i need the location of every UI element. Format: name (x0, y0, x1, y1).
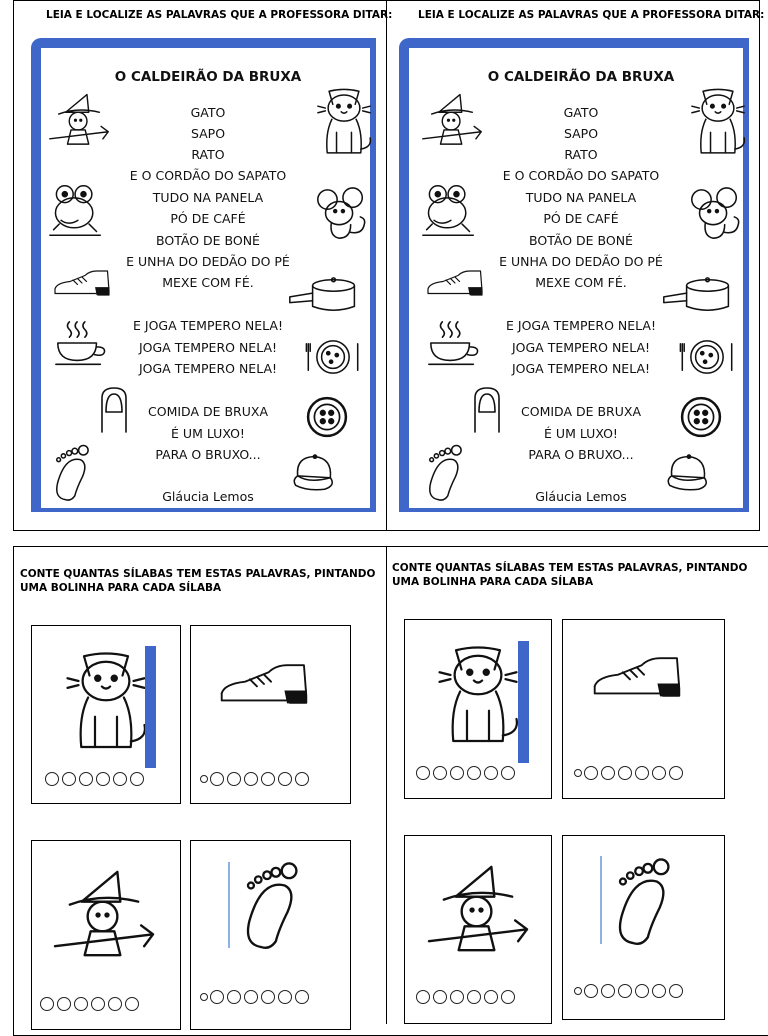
syllable-instruction-left: CONTE QUANTAS SÍLABAS TEM ESTAS PALAVRAS, PINTANDO UMA BOLINHA PARA CADA SÍLABA (20, 568, 376, 594)
poem-line: RATO (564, 147, 598, 162)
shoe-icon (590, 648, 684, 706)
syllable-circles[interactable] (416, 990, 515, 1004)
poem-line: E JOGA TEMPERO NELA! (506, 318, 656, 333)
cat-icon (316, 84, 372, 162)
poem-line: TUDO NA PANELA (152, 190, 264, 205)
poem-line: PÓ DE CAFÉ (543, 211, 619, 226)
poem-line: COMIDA DE BRUXA (148, 404, 268, 419)
poem-line: GATO (190, 105, 226, 120)
top-instruction-left: LEIA E LOCALIZE AS PALAVRAS QUE A PROFESSORA DITAR: (46, 9, 393, 21)
blue-bar (145, 646, 156, 768)
poem-line: É UM LUXO! (544, 426, 618, 441)
bottom-divider (386, 546, 387, 1024)
syllable-instruction-right: CONTE QUANTAS SÍLABAS TEM ESTAS PALAVRAS, PINTANDO UMA BOLINHA PARA CADA SÍLABA (392, 562, 748, 588)
shoe-icon (52, 266, 112, 300)
poem-line: TUDO NA PANELA (525, 190, 637, 205)
poem-line: BOTÃO DE BONÉ (529, 233, 633, 248)
top-divider (386, 0, 387, 531)
blue-line (600, 856, 602, 944)
button-icon (680, 396, 722, 438)
blue-bar (518, 641, 529, 763)
poem-line: RATO (191, 147, 225, 162)
shoe-icon (217, 655, 311, 713)
syllable-circles[interactable] (200, 772, 309, 786)
poem-title-left: O CALDEIRÃO DA BRUXA (114, 69, 302, 85)
cat-icon (62, 648, 150, 758)
cooking-pot-icon (286, 276, 362, 314)
footprint-icon (52, 444, 90, 502)
poem-line: JOGA TEMPERO NELA! (138, 361, 278, 376)
poem-line: JOGA TEMPERO NELA! (511, 340, 651, 355)
poem-line: E JOGA TEMPERO NELA! (133, 318, 283, 333)
cat-icon (434, 642, 522, 752)
poem-line: PARA O BRUXO... (528, 447, 634, 462)
cap-icon (290, 452, 338, 492)
syllable-circles[interactable] (45, 772, 144, 786)
footprint-icon (612, 858, 672, 946)
poem-line: BOTÃO DE BONÉ (156, 233, 260, 248)
syllable-circles[interactable] (574, 984, 683, 998)
syllable-circles[interactable] (574, 766, 683, 780)
syllable-circles[interactable] (40, 997, 139, 1011)
syllable-circles[interactable] (200, 990, 309, 1004)
blue-line (228, 862, 230, 948)
poem-line: É UM LUXO! (171, 426, 245, 441)
poem-line: MEXE COM FÉ. (162, 275, 254, 290)
poem-author-right: Gláucia Lemos (535, 489, 627, 504)
fingernail-icon (94, 386, 134, 436)
witch-icon (48, 85, 110, 159)
cat-icon (690, 84, 746, 162)
poem-line: E O CORDÃO DO SAPATO (129, 168, 287, 183)
footprint-icon (240, 862, 300, 950)
fingernail-icon (467, 386, 507, 436)
top-instruction-right: LEIA E LOCALIZE AS PALAVRAS QUE A PROFESSORA DITAR: (418, 9, 765, 21)
poem-line: MEXE COM FÉ. (535, 275, 627, 290)
footprint-icon (425, 444, 463, 502)
poem-title-right: O CALDEIRÃO DA BRUXA (487, 69, 675, 85)
mouse-icon (686, 186, 744, 244)
poem-line: E UNHA DO DEDÃO DO PÉ (126, 254, 290, 269)
poem-line: COMIDA DE BRUXA (521, 404, 641, 419)
poem-line: GATO (563, 105, 599, 120)
poem-line: JOGA TEMPERO NELA! (511, 361, 651, 376)
plate-icon (304, 338, 362, 376)
syllable-circles[interactable] (416, 766, 515, 780)
plate-icon (678, 338, 736, 376)
poem-line: E O CORDÃO DO SAPATO (502, 168, 660, 183)
shoe-icon (425, 266, 485, 300)
cooking-pot-icon (660, 276, 736, 314)
coffee-cup-icon (52, 318, 110, 370)
poem-line: SAPO (563, 126, 599, 141)
poem-line: E UNHA DO DEDÃO DO PÉ (499, 254, 663, 269)
witch-icon (421, 85, 483, 159)
mouse-icon (312, 186, 370, 244)
poem-line: SAPO (190, 126, 226, 141)
witch-icon (52, 862, 156, 974)
poem-author-left: Gláucia Lemos (162, 489, 254, 504)
coffee-cup-icon (425, 318, 483, 370)
witch-icon (426, 857, 530, 969)
cap-icon (664, 452, 712, 492)
frog-icon (48, 180, 104, 242)
poem-line: PARA O BRUXO... (155, 447, 261, 462)
button-icon (306, 396, 348, 438)
poem-line: PÓ DE CAFÉ (170, 211, 246, 226)
frog-icon (421, 180, 477, 242)
poem-line: JOGA TEMPERO NELA! (138, 340, 278, 355)
